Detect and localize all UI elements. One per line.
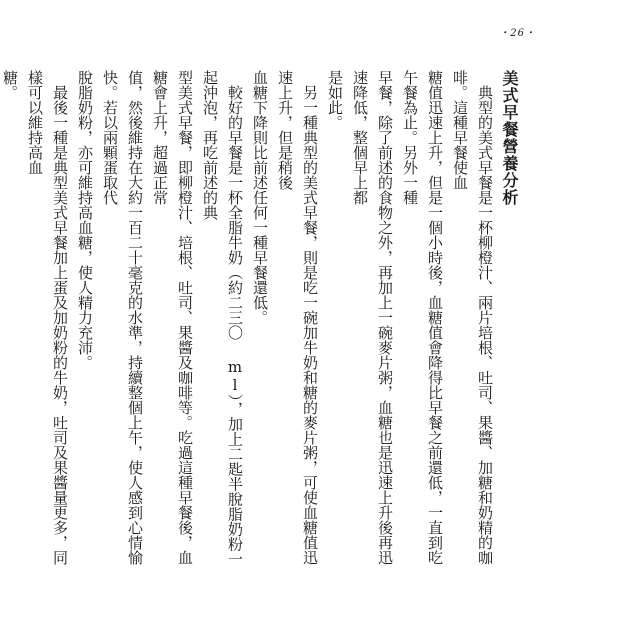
section-heading: 美式早餐營養分析 — [500, 70, 519, 206]
paragraph: 另一種典型的美式早餐，則是吃一碗加牛奶和糖的麥片粥，可使血糖值迅速上升，但是稍後 血糖下降則比前述任何一種早餐還低。 — [251, 70, 319, 565]
paragraph: 典型的美式早餐是一杯柳橙汁、兩片培根、吐司、果醬、加糖和奶精的咖啡。這種早餐使血 糖值迅速上升，但是一個小時後，血糖值會降得比早餐之前還低，一直到吃午餐為止。另外一種 早餐，除了前述的食物之外，再加上一碗麥片粥，血糖也是迅速上升後再迅速降低，整個早上都 是如此。 — [326, 70, 494, 565]
paragraph: 最後一種是典型美式早餐加上蛋及加奶粉的牛奶，吐司及果醬量更多，同樣可以維持高血 糖。 — [1, 70, 69, 565]
article-body — [0, 70, 522, 570]
page-number: ・26・ — [499, 28, 536, 39]
paragraph: 較好的早餐是一杯全脂牛奶（約二三〇 ml），加上二匙半脫脂奶粉一起沖泡，再吃前述的典 型美式早餐，即柳橙汁、培根、吐司、果醬及咖啡等。吃過這種早餐後，血糖會上升，超過正常 值，然後維持在大約一百二十毫克的水準，持續整個上午，使人感到心情愉快。若以兩顆蛋取代 脫脂奶粉，亦可維持高血糖，使人精力充沛。 — [76, 70, 244, 567]
